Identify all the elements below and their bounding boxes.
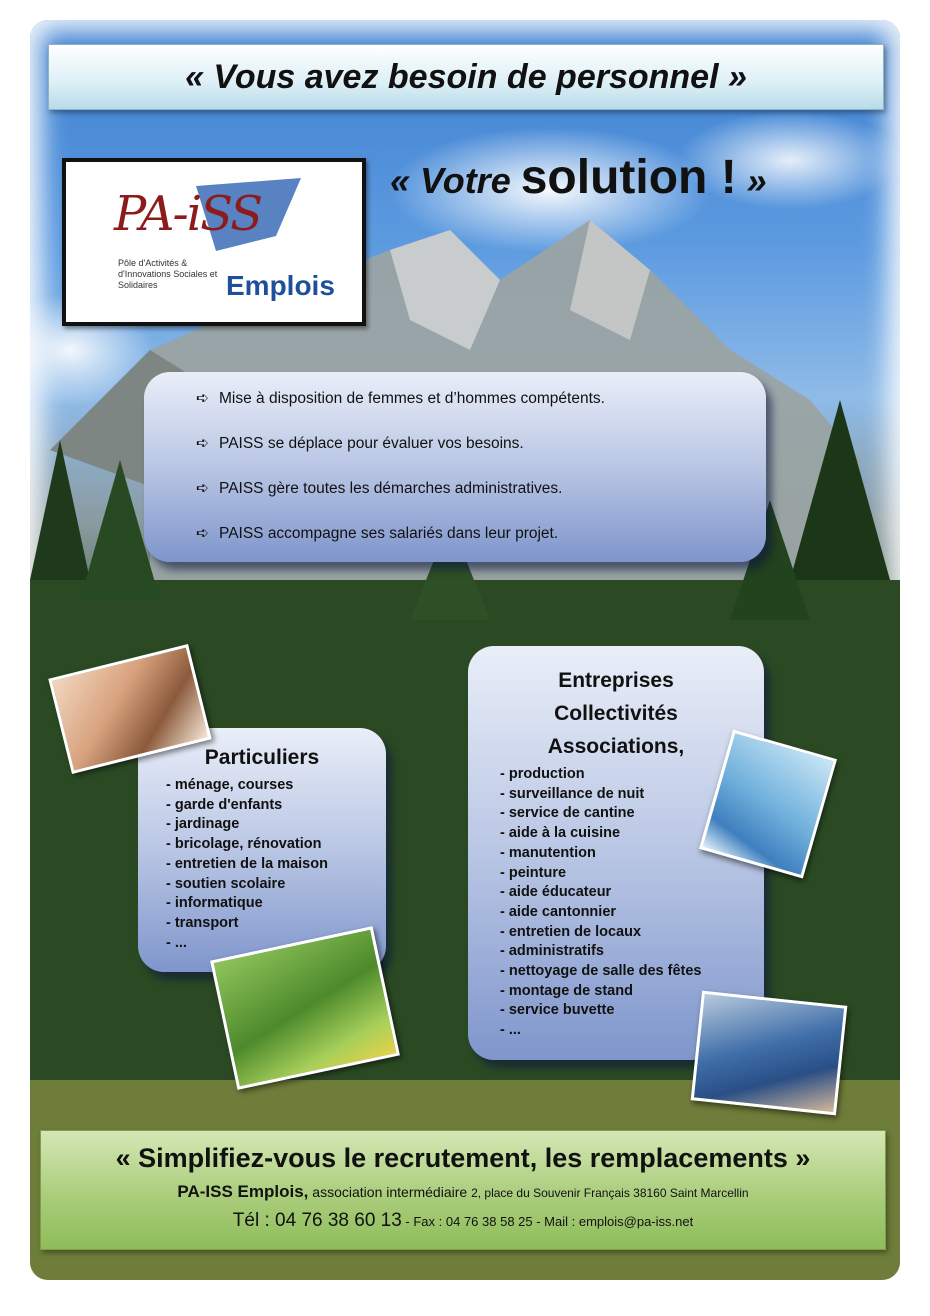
entreprises-title: Entreprises Collectivités Associations,: [547, 669, 685, 758]
list-item: - transport: [166, 914, 239, 931]
list-item: - ...: [166, 934, 187, 951]
particuliers-title: Particuliers: [204, 746, 320, 769]
logo-mark: PA-iSS: [114, 186, 262, 242]
solution-big: solution !: [520, 151, 737, 204]
arrow-icon: ➪: [196, 435, 209, 452]
list-item: - service de cantine: [500, 805, 635, 822]
feature-item: ➪ Mise à disposition de femmes et d’hommes compétents.: [196, 390, 605, 407]
list-item: - garde d'enfants: [166, 796, 283, 813]
feature-item: ➪ PAISS accompagne ses salariés dans leur projet.: [196, 525, 559, 542]
footer-org-line: [41, 1182, 885, 1202]
paiss-logo: [62, 158, 366, 326]
list-item: - manutention: [500, 844, 596, 861]
list-item: - aide à la cuisine: [500, 825, 621, 842]
feature-item: ➪ PAISS se déplace pour évaluer vos besoins.: [196, 435, 524, 452]
poster-background: [30, 20, 900, 1280]
list-item: - nettoyage de salle des fêtes: [500, 963, 702, 980]
header-title-bar: [48, 44, 884, 110]
solution-prefix: « Votre: [390, 160, 521, 201]
arrow-icon: ➪: [196, 390, 209, 407]
list-item: - administratifs: [500, 943, 604, 960]
footer-contact-line: [41, 1210, 885, 1232]
list-item: - aide cantonnier: [500, 903, 617, 920]
arrow-icon: ➪: [196, 480, 209, 497]
list-item: - ménage, courses: [166, 777, 294, 793]
solution-tagline: [390, 150, 767, 205]
list-item: - entretien de la maison: [166, 855, 328, 872]
list-item: - production: [500, 766, 585, 782]
logo-emplois: Emplois: [226, 270, 335, 301]
list-item: - aide éducateur: [500, 884, 612, 901]
list-item: - montage de stand: [500, 982, 633, 999]
feature-item: ➪ PAISS gère toutes les démarches administratives.: [196, 480, 563, 497]
workers-photo: [691, 991, 848, 1116]
fax-mail: - Fax : 04 76 38 58 25 - Mail : emplois@pa-iss.net: [401, 1214, 694, 1229]
footer-slogan: « Simplifiez-vous le recrutement, les remplacements »: [115, 1143, 811, 1173]
arrow-icon: ➪: [196, 525, 209, 542]
list-item: - entretien de locaux: [500, 923, 642, 940]
footer-contact-bar: [40, 1130, 886, 1250]
list-item: - peinture: [500, 864, 567, 881]
page-title: « Vous avez besoin de personnel »: [185, 57, 747, 96]
phone-number: Tél : 04 76 38 60 13: [232, 1210, 402, 1231]
org-name: PA-ISS Emplois,: [177, 1182, 309, 1201]
list-item: - surveillance de nuit: [500, 785, 645, 802]
list-item: - soutien scolaire: [166, 875, 286, 892]
features-panel: [144, 372, 766, 562]
solution-suffix: »: [736, 160, 767, 201]
org-desc: association intermédiaire: [308, 1184, 472, 1200]
org-address: 2, place du Souvenir Français 38160 Saint Marcellin: [471, 1186, 749, 1200]
list-item: - ...: [500, 1022, 521, 1039]
list-item: - bricolage, rénovation: [166, 836, 322, 853]
logo-subtitle: Pôle d'Activités & d'Innovations Sociales et Solidaires: [118, 258, 218, 290]
list-item: - jardinage: [166, 816, 240, 833]
list-item: - informatique: [166, 895, 263, 912]
list-item: - service buvette: [500, 1002, 615, 1019]
